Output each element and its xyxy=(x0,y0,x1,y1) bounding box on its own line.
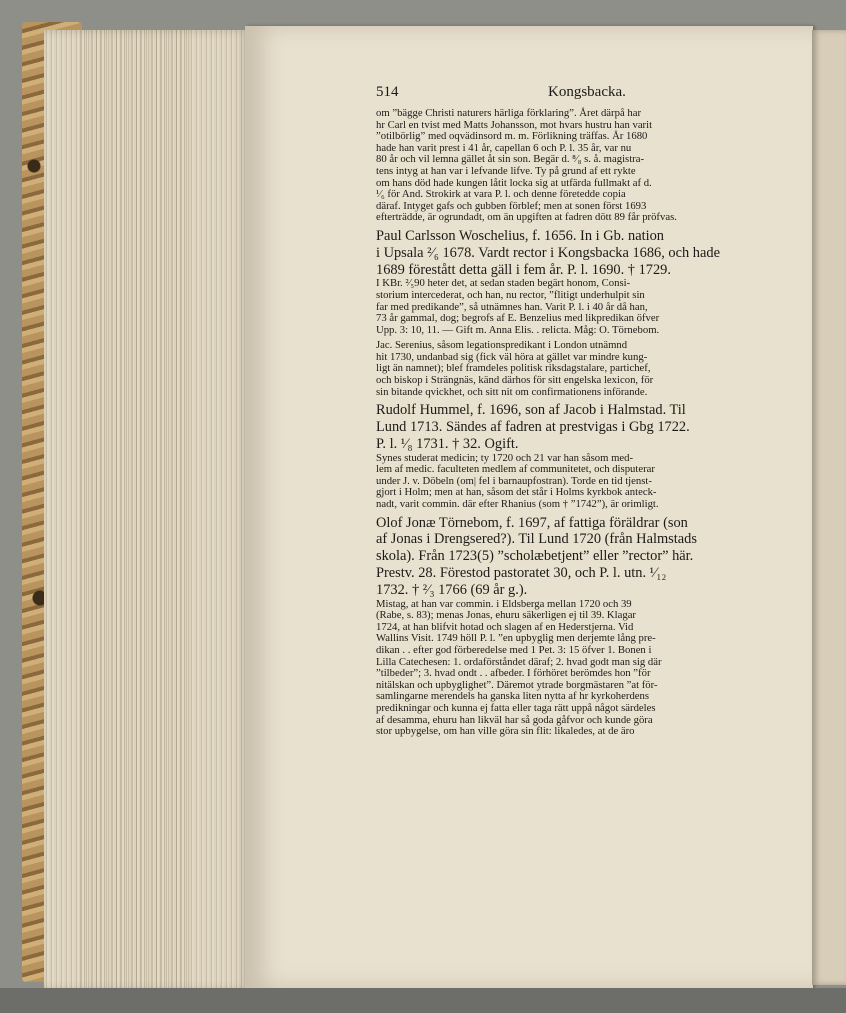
running-head: Kongsbacka. xyxy=(548,84,626,100)
text-line: om ”bägge Christi naturers härliga förklaring”. Året därpå har xyxy=(376,107,642,119)
heading-line: Lund 1713. Sändes af fadren at prestvigas i Gbg 1722. xyxy=(376,419,690,436)
entry-serenius xyxy=(376,340,798,398)
text-line: gjort i Holm; men at han, såsom det står i Holms kyrkbok anteck- xyxy=(376,486,657,499)
text-line: hit 1730, undanbad sig (fick väl höra at gället var mindre kung- xyxy=(376,350,648,363)
text-line: 1724, at han blifvit hotad och slagen af en Hederstjerna. Vid xyxy=(376,620,634,633)
heading-line: Rudolf Hummel, f. 1696, son af Jacob i Halmstad. Til xyxy=(376,402,686,419)
entry-tornebom xyxy=(376,515,798,738)
text-line: sin bitande qvickhet, och sitt nit om confirmationens införande. xyxy=(376,385,648,398)
page-number: 514 xyxy=(376,84,399,100)
text-line: 80 år och vil lemna gället åt sin son. Begär d. ⁸⁄₈ s. å. magistra- xyxy=(376,153,645,166)
entry-woschelius xyxy=(376,228,798,336)
entry-intro xyxy=(376,108,798,224)
text-line: 73 år gammal, dog; begrofs af E. Benzelius med likpredikan öfver xyxy=(376,312,660,325)
text-line: nitälskan och upbyglighet”. Däremot ytrade borgmästaren ”at för- xyxy=(376,678,658,691)
text-line: efterträdde, är ogrundadt, om än upgiften at fadren dött 89 får pröfvas. xyxy=(376,211,677,224)
heading-line: Olof Jonæ Törnebom, f. 1697, af fattiga föräldrar (son xyxy=(376,514,688,531)
heading-line: 1732. † ²⁄₃ 1766 (69 år g.). xyxy=(376,581,528,598)
text-line: ligt än namnet); blef framdeles politisk riksdagstalare, partichef, xyxy=(376,362,651,375)
text-line: Jac. Serenius, såsom legationspredikant i London utnämnd xyxy=(376,339,628,352)
heading-line: Prestv. 28. Förestod pastoratet 30, och P. l. utn. ¹⁄₁₂ xyxy=(376,565,667,582)
page-stack-shading xyxy=(80,30,190,990)
text-line: tens intyg at han var i lefvande lifve. Ty på grund af ett rykte xyxy=(376,164,636,177)
text-line: däraf. Intyget gafs och gubben förblef; men at sonen först 1693 xyxy=(376,199,647,212)
text-line: nadt, varit commin. där efter Rhanius (som † ”1742”), är orimligt. xyxy=(376,498,659,511)
heading-line: af Jonas i Drengsered?). Til Lund 1720 (från Halmstads xyxy=(376,531,697,548)
text-line: Synes studerat medicin; ty 1720 och 21 var han såsom med- xyxy=(376,451,634,464)
text-line: far med predikande”, så utnämnes han. Varit P. l. i 40 år då han, xyxy=(376,300,648,313)
text-line: Upp. 3: 10, 11. — Gift m. Anna Elis. . relicta. Måg: O. Törnebom. xyxy=(376,323,660,336)
page-content xyxy=(376,84,798,738)
text-line: Lilla Catechesen: 1. ordaförståndet däraf; 2. hvad godt man sig där xyxy=(376,655,662,668)
heading-line: skola). Från 1723(5) ”scholæbetjent” eller ”rector” här. xyxy=(376,548,694,565)
text-line: ”tilbeder”; 3. hvad ondt . . afbeder. I förhöret berömdes hon ”för xyxy=(376,667,651,680)
heading-line: 1689 förestått detta gäll i fem år. P. l. 1690. † 1729. xyxy=(376,261,671,278)
page-header xyxy=(376,84,798,108)
text-line: hr Carl en tvist med Matts Johansson, mot hvars hustru han varit xyxy=(376,118,653,131)
text-line: ¹⁄₆ för And. Strokirk at vara P. l. och denne företedde copia xyxy=(376,188,626,201)
text-line: Wallins Visit. 1749 höll P. l. ”en upbyglig men derjemte lång pre- xyxy=(376,632,656,645)
text-line: Mistag, at han var commin. i Eldsberga mellan 1720 och 39 xyxy=(376,597,632,610)
background-strip xyxy=(0,988,846,1013)
heading-line: i Upsala ²⁄₆ 1678. Vardt rector i Kongsbacka 1686, och hade xyxy=(376,244,720,261)
text-line: stor upbygelse, om han ville göra sin flit: likaledes, at de äro xyxy=(376,725,635,738)
text-line: ”otilbörlig” med oqvädinsord m. m. Förlikning träffas. År 1680 xyxy=(376,130,648,143)
text-line: af desamma, ehuru han likväl har så goda gåfvor och kunde göra xyxy=(376,713,653,726)
facing-page-edge xyxy=(812,30,846,985)
text-line: storium intercederat, och han, nu rector, ”flitigt underhulpit sin xyxy=(376,288,645,301)
text-line: I KBr. ²⁄₅90 heter det, at sedan staden begärt honom, Consi- xyxy=(376,277,631,290)
text-line: under J. v. Döbeln (om| fel i barnaupfostran). Torde en tid tjenst- xyxy=(376,474,652,487)
text-line: (Rabe, s. 83); menas Jonas, ehuru säkerligen ej til 39. Klagar xyxy=(376,609,636,622)
text-line: dikan . . efter god förberedelse med 1 Pet. 3: 15 öfver 1. Bonen i xyxy=(376,643,652,656)
text-line: om hans död hade kungen låtit locka sig at utfärda fullmakt af d. xyxy=(376,176,652,189)
text-line: predikningar och kunna ej fatta eller taga rätt uppå något särdeles xyxy=(376,701,656,714)
heading-line: Paul Carlsson Woschelius, f. 1656. In i Gb. nation xyxy=(376,227,664,244)
text-line: och biskop i Strängnäs, känd därhos för sitt engelska lexicon, för xyxy=(376,374,654,387)
text-line: lem af medic. faculteten medlem af communitetet, och disputerar xyxy=(376,463,655,476)
heading-line: P. l. ¹⁄₈ 1731. † 32. Ogift. xyxy=(376,435,519,452)
text-line: samlingarne merendels ha ganska liten nytta af hr kyrkoherdens xyxy=(376,690,650,703)
text-line: hade han varit prest i 41 år, capellan 6 och P. l. 35 år, var nu xyxy=(376,141,632,154)
body-text xyxy=(376,108,798,738)
entry-hummel xyxy=(376,402,798,510)
